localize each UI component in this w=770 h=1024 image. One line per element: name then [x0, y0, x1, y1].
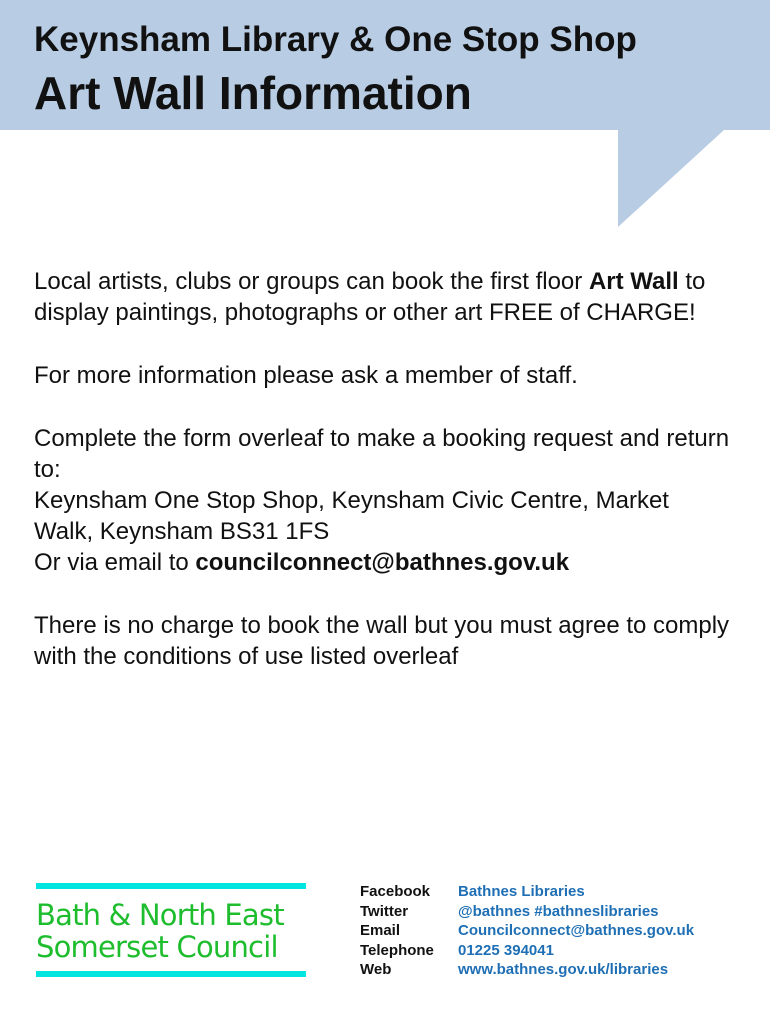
- contact-row-email: [360, 921, 694, 941]
- main-content: [34, 266, 734, 704]
- speech-tail-shape: [618, 130, 728, 230]
- email-link[interactable]: Councilconnect@bathnes.gov.uk: [458, 922, 695, 939]
- logo-line-2: Somerset Council: [36, 930, 278, 964]
- twitter-link[interactable]: @bathnes #bathneslibraries: [458, 902, 659, 920]
- booking-email[interactable]: councilconnect@bathnes.gov.uk: [195, 549, 570, 576]
- address: Keynsham One Stop Shop, Keynsham Civic Centre, Market Walk, Keynsham BS31 1FS: [34, 487, 669, 545]
- logo-line-1: Bath & North East: [36, 898, 284, 932]
- email-prefix: Or via email to: [34, 549, 196, 576]
- contact-label: Web: [360, 961, 392, 978]
- header-subtitle: Keynsham Library & One Stop Shop: [34, 20, 637, 59]
- telephone-link[interactable]: 01225 394041: [458, 941, 554, 959]
- art-wall-bold: Art Wall: [588, 268, 679, 295]
- conditions-paragraph: There is no charge to book the wall but you must agree to comply with the conditions of use listed overleaf: [34, 612, 730, 670]
- contact-label: Telephone: [360, 941, 434, 959]
- contact-row-twitter: [360, 902, 694, 922]
- booking-paragraph: [34, 423, 734, 578]
- page-title: Art Wall Information: [34, 67, 472, 119]
- intro-paragraph: [34, 266, 734, 328]
- info-paragraph: For more information please ask a member of staff.: [34, 362, 578, 389]
- contact-row-facebook: [360, 882, 694, 902]
- booking-instruction: Complete the form overleaf to make a booking request and return to:: [34, 425, 730, 483]
- contact-label: Twitter: [360, 902, 409, 920]
- facebook-link[interactable]: Bathnes Libraries: [458, 883, 585, 900]
- contact-row-web: [360, 960, 694, 980]
- logo-text: [36, 899, 284, 963]
- intro-text-1: Local artists, clubs or groups can book the first floor: [34, 268, 589, 295]
- contact-label: Facebook: [360, 883, 431, 900]
- logo-top-bar: [36, 883, 306, 889]
- contact-details: [360, 882, 694, 980]
- intro-text-2: to display paintings, photographs or other art FREE of CHARGE!: [34, 268, 706, 326]
- logo-bottom-bar: [36, 971, 306, 977]
- web-link[interactable]: www.bathnes.gov.uk/libraries: [458, 961, 669, 978]
- contact-label: Email: [360, 922, 401, 939]
- contact-row-telephone: [360, 941, 694, 961]
- council-logo: [36, 883, 306, 978]
- header-banner: [0, 0, 770, 130]
